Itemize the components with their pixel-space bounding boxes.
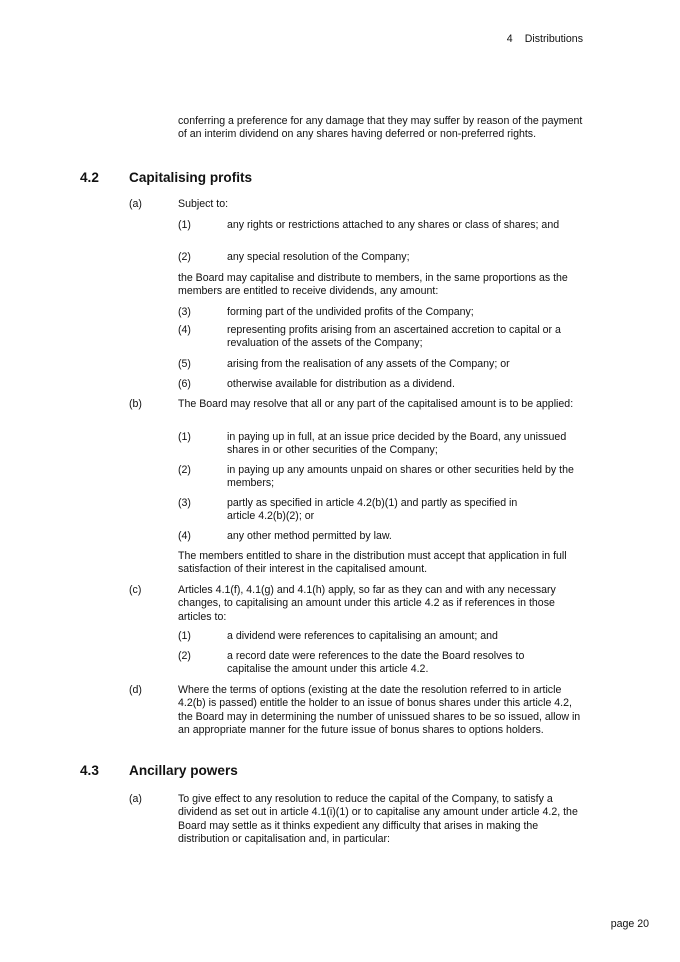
subclause-label: (5)	[178, 358, 191, 370]
subclause-text: arising from the realisation of any assets of the Company; or	[227, 358, 510, 370]
subclause-text: representing profits arising from an ascertained accretion to capital or a revaluation of the assets of the Company;	[227, 324, 561, 350]
clause-label-d: (d)	[129, 684, 142, 696]
clause-label-a: (a)	[129, 198, 142, 210]
subclause-text: any special resolution of the Company;	[227, 251, 410, 263]
subclause-label: (1)	[178, 219, 191, 231]
clause-b-closing-text: The members entitled to share in the distribution must accept that application in full satisfaction of their interest in the capitalised amount.	[178, 550, 567, 576]
clause-label-c: (c)	[129, 584, 142, 596]
subclause-text: a dividend were references to capitalising an amount; and	[227, 630, 498, 642]
chapter-title: Distributions	[524, 33, 583, 45]
clause-a-middle-text: the Board may capitalise and distribute to members, in the same proportions as the members are entitled to receive dividends, any amount:	[178, 272, 568, 298]
subclause-label: (3)	[178, 306, 191, 318]
subclause-text: in paying up in full, at an issue price decided by the Board, any unissued shares in or other securities of the Company;	[227, 431, 567, 457]
clause-text-d: Where the terms of options (existing at the date the resolution referred to in article 4.2(b) is passed) entitle the holder to an issue of bonus shares under this article 4.2, the Board may in determining the number of unissued shares to be so issued, allow in an appropriate manner for the future issue of bonus shares to options holders.	[178, 684, 581, 737]
subclause-label: (1)	[178, 630, 191, 642]
section-heading-4-3	[80, 763, 380, 779]
section-title: Capitalising profits	[129, 170, 253, 185]
section-number: 4.3	[80, 763, 99, 778]
subclause-label: (2)	[178, 650, 191, 662]
clause-text-c: Articles 4.1(f), 4.1(g) and 4.1(h) apply, so far as they can and with any necessary changes, to capitalising an amount under this article 4.2 as if references in those articles to:	[178, 584, 556, 623]
subclause-text: partly as specified in article 4.2(b)(1) and partly as specified in article 4.2(b)(2); or	[227, 497, 518, 523]
page-number: page 20	[610, 918, 649, 930]
clause-label-a: (a)	[129, 793, 142, 805]
subclause-label: (2)	[178, 251, 191, 263]
intro-paragraph: conferring a preference for any damage that they may suffer by reason of the payment of an interim dividend on any shares having deferred or non-preferred rights.	[178, 115, 583, 141]
subclause-label: (6)	[178, 378, 191, 390]
subclause-text: otherwise available for distribution as a dividend.	[227, 378, 455, 390]
subclause-text: in paying up any amounts unpaid on shares or other securities held by the members;	[227, 464, 574, 490]
clause-label-b: (b)	[129, 398, 142, 410]
section-number: 4.2	[80, 170, 99, 185]
subclause-label: (1)	[178, 431, 191, 443]
running-header	[0, 33, 583, 46]
subclause-label: (4)	[178, 530, 191, 542]
section-heading-4-2	[80, 170, 380, 186]
subclause-text: forming part of the undivided profits of the Company;	[227, 306, 474, 318]
subclause-label: (3)	[178, 497, 191, 509]
subclause-label: (2)	[178, 464, 191, 476]
section-title: Ancillary powers	[129, 763, 238, 778]
subclause-label: (4)	[178, 324, 191, 336]
clause-text-a: To give effect to any resolution to reduce the capital of the Company, to satisfy a dividend as set out in article 4.1(i)(1) or to capitalise any amount under article 4.2, the Board may settle as it thinks expedient any difficulty that arises in making the distribution or capitalisation and, in particular:	[178, 793, 578, 846]
subclause-text: any other method permitted by law.	[227, 530, 392, 542]
clause-text-a: Subject to:	[178, 198, 229, 210]
subclause-text: a record date were references to the date the Board resolves to capitalise the amount under this article 4.2.	[227, 650, 525, 676]
clause-text-b: The Board may resolve that all or any part of the capitalised amount is to be applied:	[178, 398, 574, 410]
chapter-number: 4	[506, 33, 513, 45]
subclause-text: any rights or restrictions attached to any shares or class of shares; and	[227, 219, 560, 231]
